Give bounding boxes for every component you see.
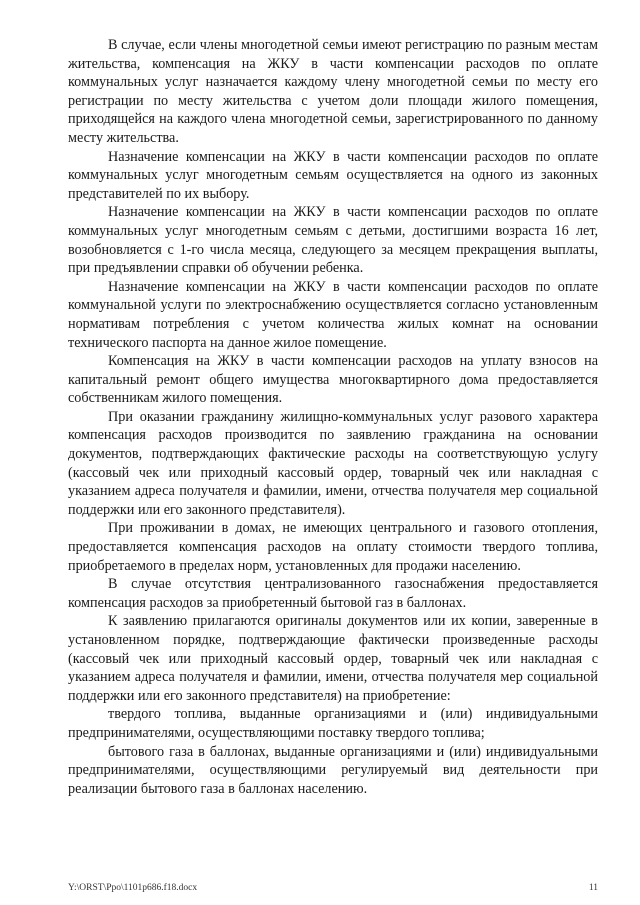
paragraph-11: бытового газа в баллонах, выданные организациями и (или) индивидуальными предпринимателями, осуществляющими регулируемый вид деятельности при реализации бытового газа в баллонах населению.	[68, 743, 598, 797]
paragraph-2: Назначение компенсации на ЖКУ в части компенсации расходов по оплате коммунальных услуг многодетным семьям осуществляется на одного из законных представителей по их выбору.	[68, 148, 598, 202]
paragraph-3: Назначение компенсации на ЖКУ в части компенсации расходов по оплате коммунальных услуг многодетным семьям с детьми, достигшими возраста 16 лет, возобновляется с 1-го числа месяца, следующего за месяцем прекращения выплаты, при предъявлении справки об обучении ребенка.	[68, 204, 598, 277]
footer-file-path: Y:\ORST\Ppo\1101p686.f18.docx	[68, 883, 198, 893]
paragraph-6: При оказании гражданину жилищно-коммунальных услуг разового характера компенсация расходов производится по заявлению гражданина на основании документов, подтверждающих фактические расходы на соответствующую услугу (кассовый чек или приходный кассовый ордер, товарный чек или накладная с указанием адреса получателя и фамилии, имени, отчества получателя мер социальной поддержки или его законного представителя).	[68, 408, 598, 518]
paragraph-7: При проживании в домах, не имеющих центрального и газового отопления, предоставляется компенсация расходов на оплату стоимости твердого топлива, приобретаемого в пределах норм, установленных для продажи населению.	[68, 520, 598, 574]
paragraph-9: К заявлению прилагаются оригиналы документов или их копии, заверенные в установленном порядке, подтверждающие фактически произведенные расходы (кассовый чек или приходный кассовый ордер, товарный чек или накладная с указанием адреса получателя и фамилии, имени, отчества получателя мер социальной поддержки или его законного представителя) на приобретение:	[68, 613, 598, 704]
document-body	[68, 36, 598, 798]
page-footer	[68, 883, 598, 893]
paragraph-4: Назначение компенсации на ЖКУ в части компенсации расходов по оплате коммунальной услуги по электроснабжению осуществляется согласно установленным нормативам потребления с учетом количества жилых комнат на основании технического паспорта на данное жилое помещение.	[68, 278, 598, 351]
page-number: 11	[588, 883, 598, 893]
paragraph-10: твердого топлива, выданные организациями и (или) индивидуальными предпринимателями, осуществляющими поставку твердого топлива;	[68, 706, 598, 741]
paragraph-8: В случае отсутствия централизованного газоснабжения предоставляется компенсация расходов за приобретенный бытовой газ в баллонах.	[68, 576, 598, 611]
paragraph-5: Компенсация на ЖКУ в части компенсации расходов на уплату взносов на капитальный ремонт общего имущества многоквартирного дома предоставляется собственникам жилого помещения.	[68, 353, 598, 407]
paragraph-1: В случае, если члены многодетной семьи имеют регистрацию по разным местам жительства, компенсация на ЖКУ в части компенсации расходов по оплате коммунальных услуг назначается каждому члену многодетной семьи по месту его регистрации по месту жительства с учетом доли площади жилого помещения, приходящейся на каждого члена многодетной семьи, зарегистрированного по данному месту жительства.	[68, 37, 598, 146]
